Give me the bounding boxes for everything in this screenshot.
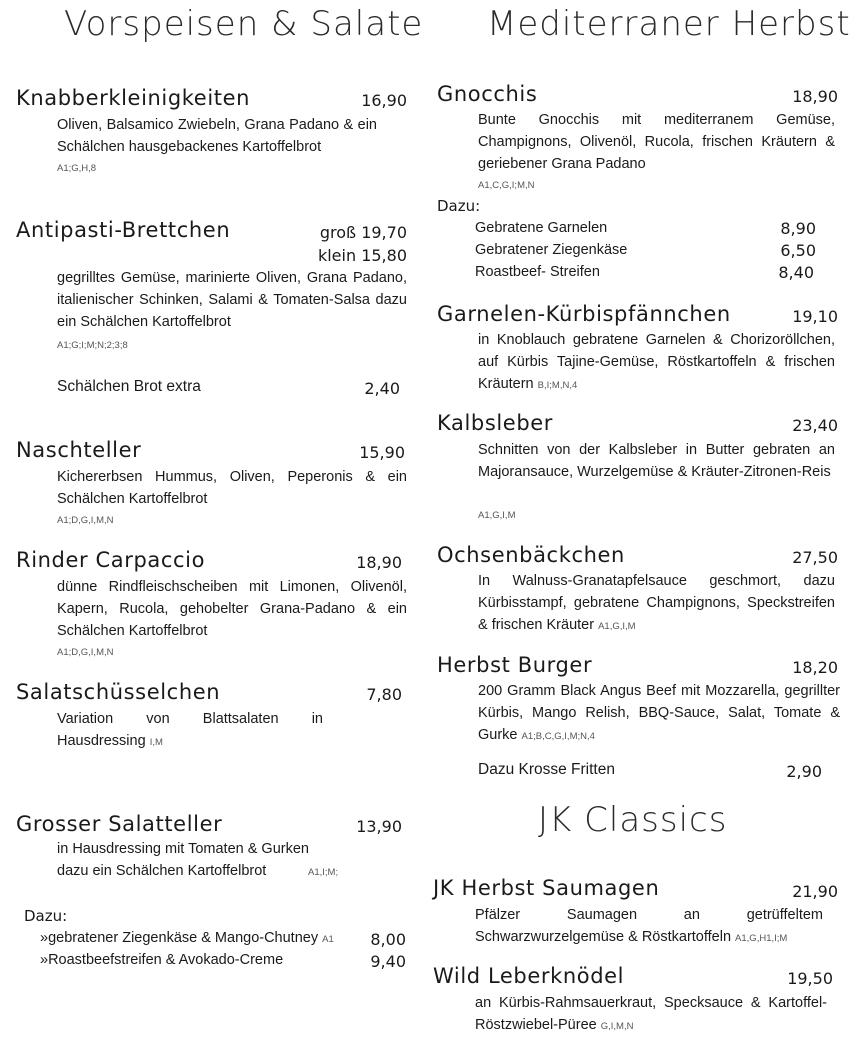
dish-description: in Hausdressing mit Tomaten & Gurken (57, 841, 309, 857)
dish-name: Ochsenbäckchen (437, 543, 625, 567)
dazu-item-label: Gebratene Garnelen (475, 220, 608, 236)
dazu-item-price: 8,40 (778, 263, 814, 282)
dish-allergens: A1,G,I,M (598, 621, 636, 632)
dazu-item-label: Roastbeef- Streifen (475, 264, 600, 280)
dish-description: dazu ein Schälchen Kartoffelbrot (57, 863, 267, 879)
dish-allergens: A1;D,G,I,M,N (57, 647, 114, 658)
dish-description: Kichererbsen Hummus, Oliven, Peperonis & ein Schälchen Kartoffelbrot (57, 469, 407, 507)
dish-name: Grosser Salatteller (16, 812, 223, 836)
dish-name: Herbst Burger (437, 653, 593, 677)
dish-description (57, 708, 323, 754)
dish-description-text: Variation von Blattsalaten in Hausdressing (57, 711, 323, 749)
dish-description: Schnitten von der Kalbsleber in Butter gebraten an Majoransauce, Wurzelgemüse & Kräuter-Zitronen-Reis (478, 442, 835, 480)
dish-price-small: klein 15,80 (317, 246, 407, 265)
dish-price: 27,50 (792, 548, 838, 567)
dish-description (478, 680, 840, 748)
dazu-item-price: 9,40 (370, 952, 406, 971)
dazu-item (40, 930, 334, 946)
dish-name: Gnocchis (437, 82, 538, 106)
dish-price: 18,90 (792, 87, 838, 106)
dish-allergens: A1;G;I;M;N;2;3;8 (57, 340, 128, 351)
dish-description: dünne Rindfleischscheiben mit Limonen, Olivenöl, Kapern, Rucola, gehobelter Grana-Padano & ein Schälchen Kartoffelbrot (57, 579, 407, 639)
dish-price: 18,90 (356, 553, 402, 572)
dish-description-text: in Knoblauch gebratene Garnelen & Chorizoröllchen, auf Kürbis Tajine-Gemüse, Röstkartoffeln & frischen Kräutern (478, 332, 835, 392)
dish-price: 16,90 (361, 91, 407, 110)
dazu-label: Dazu: (24, 907, 68, 925)
dish-name: Salatschüsselchen (16, 680, 221, 704)
dazu-item-price: 6,50 (780, 241, 816, 260)
dish-allergens: B,I;M,N,4 (537, 380, 578, 391)
dish-allergens: A1,C,G,I;M,N (478, 180, 535, 191)
dish-allergens: A1,G,H1,I;M (735, 933, 788, 944)
dish-name: Naschteller (16, 438, 142, 462)
dazu-item-price: 8,00 (370, 930, 406, 949)
dish-description-text: Pfälzer Saumagen an getrüffeltem Schwarzwurzelgemüse & Röstkartoffeln (475, 907, 823, 945)
dish-price: 19,50 (787, 969, 833, 988)
dazu-item-label: »Roastbeefstreifen & Avokado-Creme (40, 952, 284, 968)
dish-price: 19,10 (792, 307, 838, 326)
section-title-vorspeisen: Vorspeisen & Salate (64, 4, 424, 44)
dish-price: 18,20 (792, 658, 838, 677)
dish-description: Oliven, Balsamico Zwiebeln, Grana Padano & ein Schälchen hausgebackenes Kartoffelbrot (57, 117, 377, 155)
dish-description-text: In Walnuss-Granatapfelsauce geschmort, dazu Kürbisstampf, gebratene Champignons, Speckstreifen & frischen Kräuter (478, 573, 835, 633)
dish-description: Bunte Gnocchis mit mediterranem Gemüse, Champignons, Olivenöl, Rucola, frischen Kräutern & geriebener Grana Padano (478, 112, 835, 172)
dish-description (475, 992, 827, 1038)
dish-description: gegrilltes Gemüse, marinierte Oliven, Grana Padano, italienischer Schinken, Salami & Tomaten-Salsa dazu ein Schälchen Kartoffelbrot (57, 270, 407, 330)
dish-price: 15,90 (359, 443, 405, 462)
dish-name: Rinder Carpaccio (16, 548, 206, 572)
extra-label: Schälchen Brot extra (57, 378, 201, 395)
dish-allergens: A1;B,C,G,I,M;N,4 (521, 731, 595, 742)
dish-name: Garnelen-Kürbispfännchen (437, 302, 731, 326)
dish-description-text: 200 Gramm Black Angus Beef mit Mozzarella, gegrillter Kürbis, Mango Relish, BBQ-Sauce, Salat, Tomate & Gurke (478, 683, 840, 743)
extra-price: 2,40 (364, 379, 400, 398)
dish-price: 21,90 (792, 882, 838, 901)
dish-allergens: A1,I;M; (308, 867, 339, 878)
dish-price: 23,40 (792, 416, 838, 435)
dish-allergens: I,M (149, 737, 163, 748)
dish-name: Knabberkleinigkeiten (16, 86, 251, 110)
dish-name: Antipasti-Brettchen (16, 218, 231, 242)
dazu-item-label: »gebratener Ziegenkäse & Mango-Chutney (40, 930, 319, 946)
dish-allergens: A1,G,I,M (478, 510, 516, 521)
dish-allergens: G,I,M,N (600, 1021, 634, 1032)
dish-allergens: A1;G,H,8 (57, 163, 97, 174)
dish-description (475, 904, 823, 950)
dish-description-text: an Kürbis-Rahmsauerkraut, Specksauce & Kartoffel-Röstzwiebel-Püree (475, 995, 827, 1033)
dish-price: 13,90 (356, 817, 402, 836)
dish-allergens: A1;D,G,I,M,N (57, 515, 114, 526)
dazu-item-price: 8,90 (780, 219, 816, 238)
section-title-mediterraner-herbst: Mediterraner Herbst (487, 4, 851, 44)
dazu-item-allergens: A1 (322, 934, 334, 945)
dish-price: 7,80 (366, 685, 402, 704)
fritten-price: 2,90 (786, 762, 822, 781)
dish-description (478, 570, 835, 638)
fritten-label: Dazu Krosse Fritten (478, 761, 615, 778)
dish-description (478, 329, 835, 397)
dish-name: Kalbsleber (437, 411, 554, 435)
dish-price-big: groß 19,70 (319, 223, 407, 242)
section-title-jk-classics: JK Classics (538, 800, 728, 840)
dish-name: JK Herbst Saumagen (433, 876, 660, 900)
dish-name: Wild Leberknödel (433, 964, 625, 988)
dazu-label: Dazu: (437, 197, 481, 215)
dazu-item-label: Gebratener Ziegenkäse (475, 242, 628, 258)
